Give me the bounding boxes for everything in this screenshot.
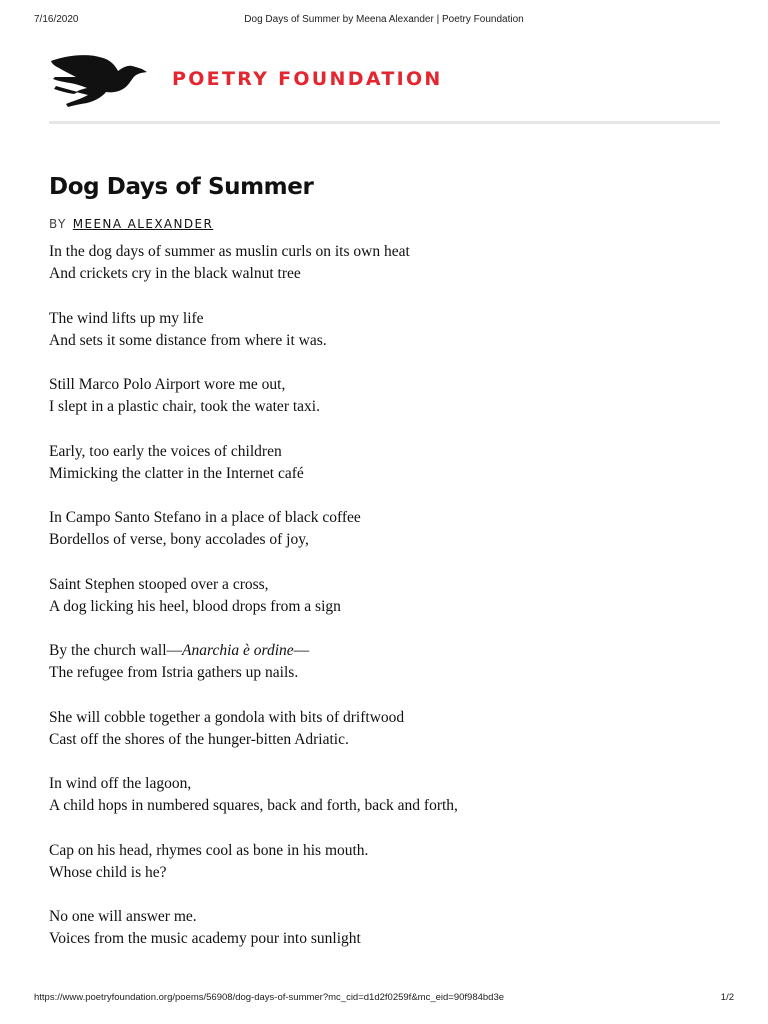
stanza [49,707,729,751]
poem-line: Early, too early the voices of children [49,442,282,460]
stanza [49,906,729,950]
header-divider [49,121,720,124]
stanza [49,574,729,618]
print-date: 7/16/2020 [34,14,79,25]
poem-line: Cap on his head, rhymes cool as bone in his mouth. [49,841,369,859]
page-number: 1/2 [720,992,734,1003]
print-url: https://www.poetryfoundation.org/poems/56908/dog-days-of-summer?mc_cid=d1d2f0259f&mc_eid=90f984bd3e [34,992,505,1003]
poem-line: And sets it some distance from where it was. [49,331,327,349]
stanza [49,241,729,285]
stanza [49,840,729,884]
poem-line: The refugee from Istria gathers up nails. [49,664,299,681]
poem-line: She will cobble together a gondola with bits of driftwood [49,708,405,726]
poem-line: Cast off the shores of the hunger-bitten Adriatic. [49,730,349,748]
print-page-title: Dog Days of Summer by Meena Alexander | Poetry Foundation [244,14,524,25]
poem-line: I slept in a plastic chair, took the water taxi. [49,398,320,415]
poem-line: In Campo Santo Stefano in a place of black coffee [49,509,361,526]
stanza [49,374,729,418]
stanza [49,441,729,485]
poem-line: And crickets cry in the black walnut tree [49,265,301,282]
poem-title: Dog Days of Summer [49,174,314,200]
poem-line: Voices from the music academy pour into sunlight [49,930,361,947]
author-link[interactable]: MEENA ALEXANDER [72,217,214,231]
stanza [49,640,729,684]
poem-line: Still Marco Polo Airport wore me out, [49,376,286,393]
site-header[interactable] [48,46,468,110]
by-label: BY [49,217,67,231]
line-text: — [293,642,310,659]
poem-line: In wind off the lagoon, [49,775,192,792]
poem-line [49,640,729,662]
poem-line: The wind lifts up my life [49,309,204,327]
poem-body [49,241,729,973]
stanza [49,507,729,551]
poem-line: In the dog days of summer as muslin curls on its own heat [49,243,410,260]
poem-line: A dog licking his heel, blood drops from a sign [49,597,341,615]
line-text: By the church wall— [49,642,183,659]
stanza [49,308,729,352]
poem-line: No one will answer me. [49,908,197,925]
poem-line: Whose child is he? [49,863,167,881]
poem-line: Bordellos of verse, bony accolades of joy, [49,531,309,548]
stanza [49,773,729,817]
poem-line: Mimicking the clatter in the Internet café [49,464,304,482]
pegasus-icon [48,46,148,108]
brand-name[interactable]: POETRY FOUNDATION [172,68,443,90]
byline [49,217,213,231]
poem-line: Saint Stephen stooped over a cross, [49,575,269,593]
poem-line: A child hops in numbered squares, back and forth, back and forth, [49,797,458,814]
italic-phrase: Anarchia è ordine [182,642,294,659]
